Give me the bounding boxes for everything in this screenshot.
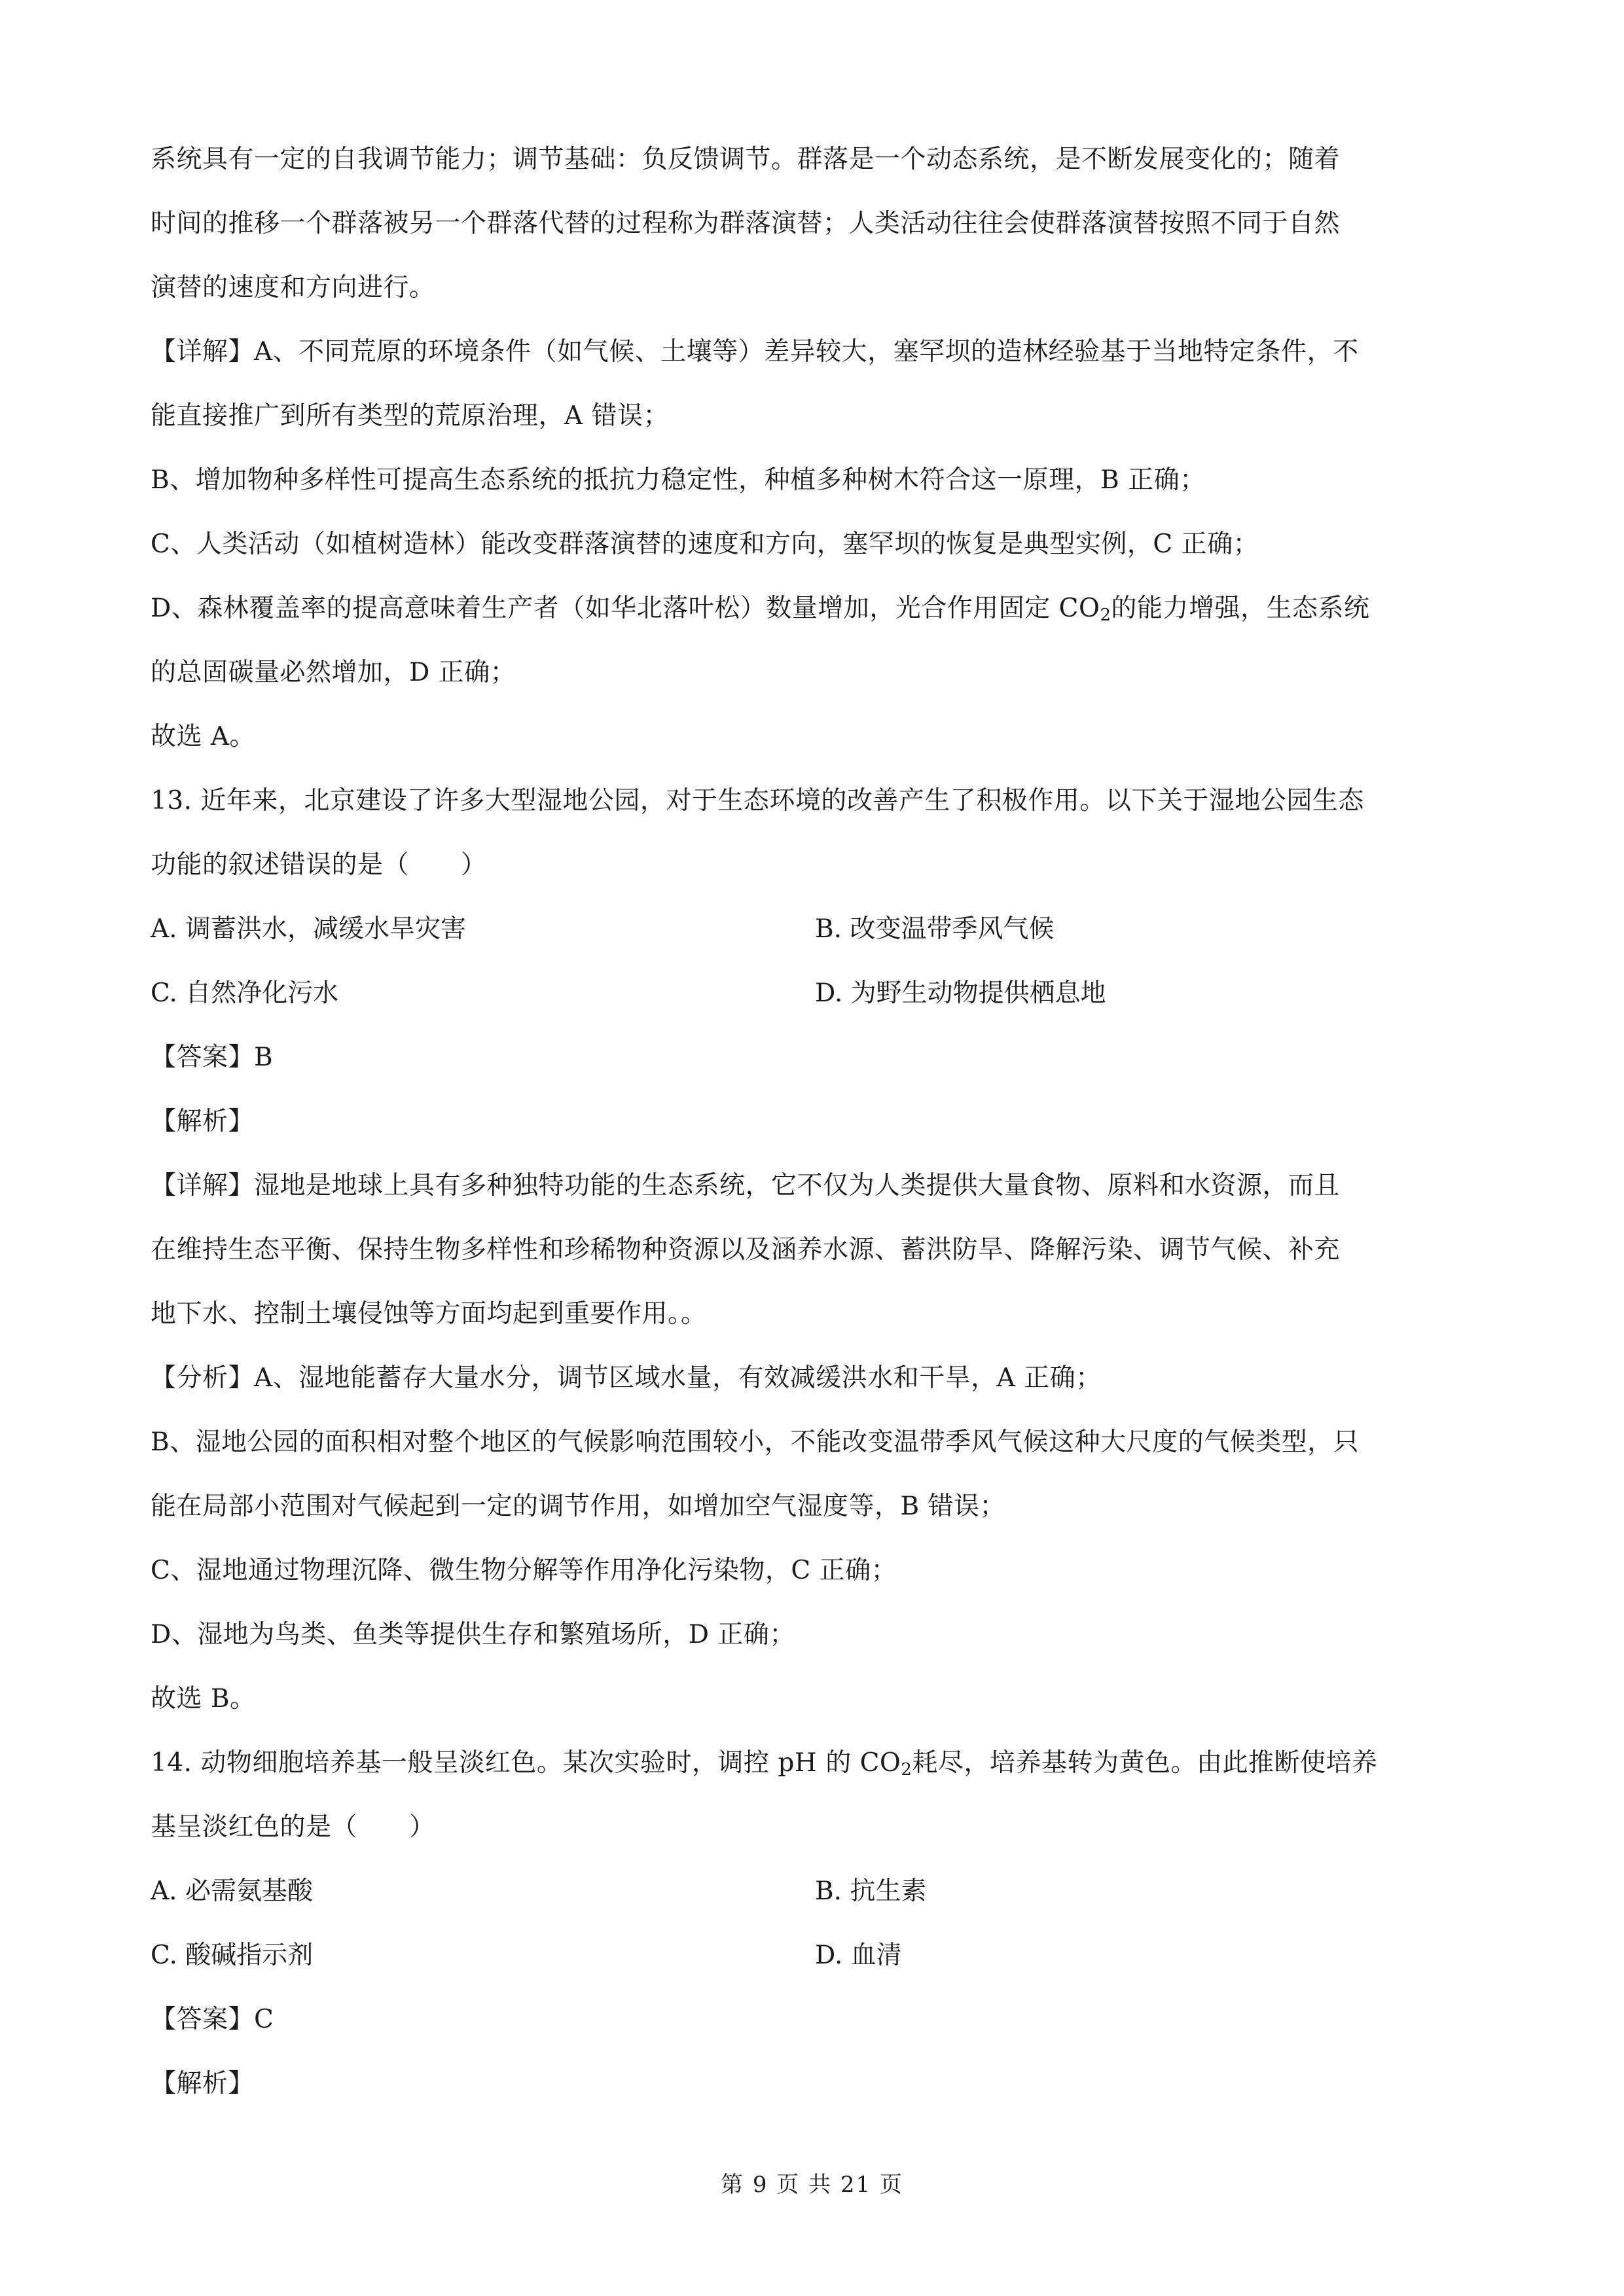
question-13-options-row [151, 897, 1479, 961]
detail-line: D、湿地为鸟类、鱼类等提供生存和繁殖场所，D 正确； [151, 1620, 795, 1649]
stem-text: 14. 动物细胞培养基一般呈淡红色。某次实验时，调控 pH 的 CO [151, 1748, 901, 1778]
option-a: A. 必需氨基酸 [151, 1876, 313, 1906]
option-a: A. 调蓄洪水，减缓水旱灾害 [151, 914, 466, 944]
detail-line: 的总固碳量必然增加，D 正确； [151, 658, 516, 687]
option-d: D. 血清 [815, 1941, 902, 1970]
question-14-options-row [151, 1924, 1479, 1988]
question-13-stem: 功能的叙述错误的是（ ） [151, 850, 487, 880]
conclusion-line: 故选 A。 [151, 722, 256, 751]
stem-text: 耗尽，培养基转为黄色。由此推断使培养 [912, 1748, 1378, 1778]
detail-line: 能直接推广到所有类型的荒原治理，A 错误； [151, 401, 670, 431]
subscript: 2 [901, 1760, 912, 1780]
analysis-label: 【解析】 [151, 2069, 255, 2098]
answer-label: 【答案】B [151, 1043, 274, 1072]
detail-line: 能在局部小范围对气候起到一定的调节作用，如增加空气湿度等，B 错误； [151, 1492, 1006, 1521]
analysis-label: 【解析】 [151, 1107, 255, 1136]
detail-line: 地下水、控制土壤侵蚀等方面均起到重要作用。。 [151, 1299, 707, 1329]
option-c: C. 自然净化污水 [151, 978, 339, 1008]
conclusion-line: 故选 B。 [151, 1684, 256, 1713]
detail-line: B、增加物种多样性可提高生态系统的抵抗力稳定性，种植多种树木符合这一原理，B 正确； [151, 465, 1206, 495]
detail-line: C、人类活动（如植树造林）能改变群落演替的速度和方向，塞罕坝的恢复是典型实例，C 正确； [151, 529, 1259, 559]
option-b: B. 抗生素 [815, 1876, 927, 1906]
document-page [151, 128, 1479, 2116]
analysis-line: 系统具有一定的自我调节能力；调节基础：负反馈调节。群落是一个动态系统，是不断发展变化的；随着 [151, 145, 1341, 174]
detail-line-d [151, 577, 1479, 641]
detail-text: D、森林覆盖率的提高意味着生产者（如华北落叶松）数量增加，光合作用固定 CO [151, 594, 1100, 623]
detail-line: 在维持生态平衡、保持生物多样性和珍稀物种资源以及涵养水源、蓄洪防旱、降解污染、调节气候、补充 [151, 1235, 1341, 1265]
page-footer: 第 9 页 共 21 页 [721, 2172, 903, 2198]
analysis-line: 演替的速度和方向进行。 [151, 273, 435, 302]
detail-text: 的能力增强，生态系统 [1111, 594, 1370, 623]
question-14-options-row [151, 1859, 1479, 1924]
option-d: D. 为野生动物提供栖息地 [815, 978, 1106, 1008]
detail-line: B、湿地公园的面积相对整个地区的气候影响范围较小，不能改变温带季风气候这种大尺度的气候类型，只 [151, 1427, 1360, 1457]
answer-label: 【答案】C [151, 2005, 274, 2034]
detail-line: C、湿地通过物理沉降、微生物分解等作用净化污染物，C 正确； [151, 1556, 897, 1585]
subscript: 2 [1100, 605, 1111, 625]
question-13-options-row [151, 961, 1479, 1026]
detail-line: 【分析】A、湿地能蓄存大量水分，调节区域水量，有效减缓洪水和干旱，A 正确； [151, 1363, 1102, 1393]
detail-line: 【详解】A、不同荒原的环境条件（如气候、土壤等）差异较大，塞罕坝的造林经验基于当地特定条件，不 [151, 337, 1359, 367]
option-c: C. 酸碱指示剂 [151, 1941, 314, 1970]
option-b: B. 改变温带季风气候 [815, 914, 1055, 944]
question-14-stem: 基呈淡红色的是（ ） [151, 1812, 435, 1842]
detail-line: 【详解】湿地是地球上具有多种独特功能的生态系统，它不仅为人类提供大量食物、原料和水资源，而且 [151, 1171, 1341, 1200]
question-14-stem [151, 1731, 1479, 1795]
analysis-line: 时间的推移一个群落被另一个群落代替的过程称为群落演替；人类活动往往会使群落演替按照不同于自然 [151, 209, 1341, 238]
question-13-stem: 13. 近年来，北京建设了许多大型湿地公园，对于生态环境的改善产生了积极作用。以下关于湿地公园生态 [151, 786, 1364, 816]
